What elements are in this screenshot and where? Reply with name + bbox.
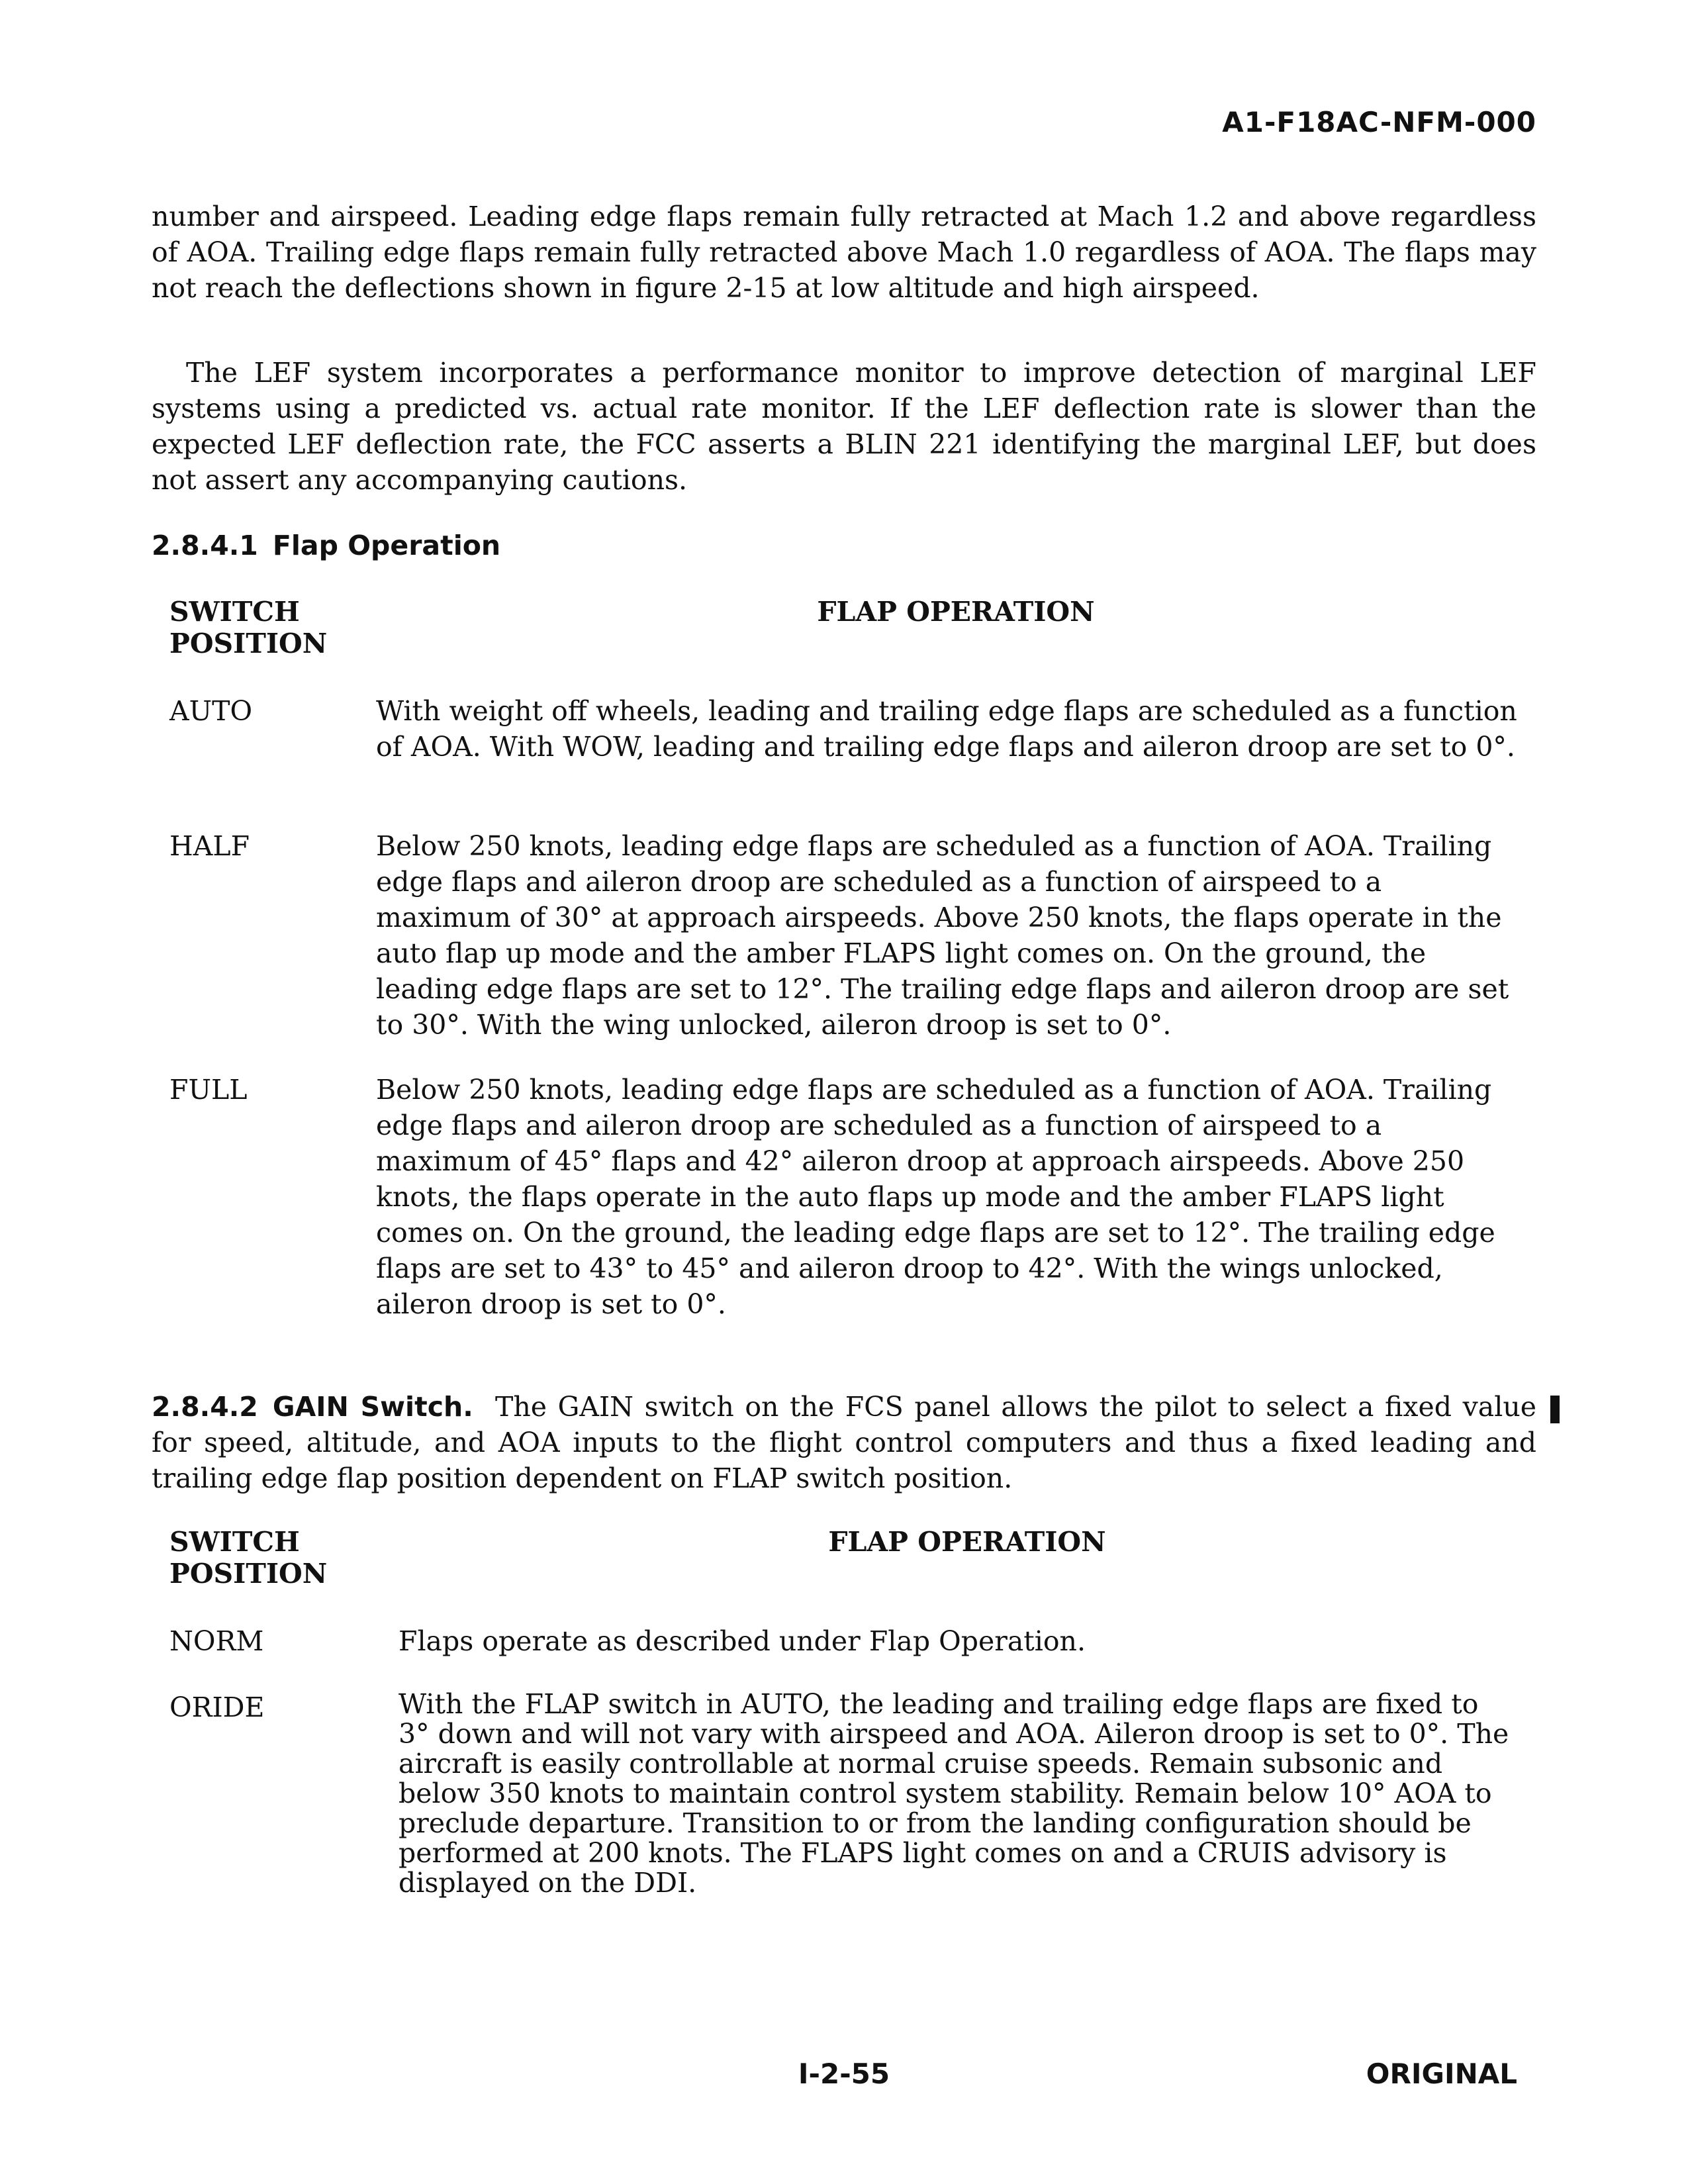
intro-paragraph-2: The LEF system incorporates a performance monitor to improve detection of marginal LEF systems using a predicted vs. actual rate monitor. If the LEF deflection rate is slower than the expected LEF deflection rate, the FCC asserts a BLIN 221 identifying the marginal LEF, but does not assert any accompanying cautions. — [152, 357, 1536, 496]
intro-paragraph-1: number and airspeed. Leading edge flaps remain fully retracted at Mach 1.2 and above regardless of AOA. Trailing edge flaps remain fully retracted above Mach 1.0 regardless of AOA. The flaps may not reach the deflections shown in figure 2-15 at low altitude and high airspeed. — [152, 201, 1536, 304]
page-number: I-2-55 — [798, 2058, 890, 2090]
section-number: 2.8.4.1 — [152, 530, 258, 561]
flap-operation-half: Below 250 knots, leading edge flaps are scheduled as a function of AOA. Trailing edge flaps and aileron droop are scheduled as a function of airspeed to a maximum of 30° at approach airspeeds. Above 250 knots, the flaps operate in the auto flap up mode and the amber FLAPS light comes on. On the ground, the leading edge flaps are set to 12°. The trailing edge flaps and aileron droop are set to 30°. With the wing unlocked, aileron droop is set to 0°. — [376, 830, 1509, 1041]
document-id: A1-F18AC-NFM-000 — [1222, 106, 1536, 138]
section-heading-flap-operation — [152, 530, 500, 561]
section-number: 2.8.4.2 — [152, 1391, 258, 1423]
gain-switch-paragraph — [152, 1389, 1536, 1496]
flap-operation-norm: Flaps operate as described under Flap Operation. — [399, 1625, 1086, 1657]
switch-position-half: HALF — [169, 830, 250, 862]
section-title: GAIN Switch. — [272, 1391, 473, 1423]
flap-operation-full: Below 250 knots, leading edge flaps are scheduled as a function of AOA. Trailing edge flaps and aileron droop are scheduled as a function of airspeed to a maximum of 45° flaps and 42° aileron droop at approach airspeeds. Above 250 knots, the flaps operate in the auto flaps up mode and the amber FLAPS light comes on. On the ground, the leading edge flaps are set to 12°. The trailing edge flaps are set to 43° to 45° and aileron droop to 42°. With the wings unlocked, aileron droop is set to 0°. — [376, 1074, 1495, 1320]
section-title: Flap Operation — [272, 530, 501, 561]
switch-position-oride: ORIDE — [169, 1691, 265, 1723]
switch-position-full: FULL — [169, 1074, 248, 1106]
column-header-flap-operation: FLAP OPERATION — [828, 1526, 1106, 1558]
flap-operation-oride: With the FLAP switch in AUTO, the leading and trailing edge flaps are fixed to 3° down and will not vary with airspeed and AOA. Aileron droop is set to 0°. The aircraft is easily controllable at normal cruise speeds. Remain subsonic and below 350 knots to maintain control system stability. Remain below 10° AOA to preclude departure. Transition to or from the landing configuration should be performed at 200 knots. The FLAPS light comes on and a CRUIS advisory is displayed on the DDI. — [399, 1688, 1509, 1899]
switch-position-norm: NORM — [169, 1625, 264, 1657]
section-heading-gain-switch — [152, 1391, 473, 1423]
column-header-switch-position: SWITCH POSITION — [169, 596, 328, 659]
column-header-flap-operation: FLAP OPERATION — [817, 596, 1095, 628]
revision-change-bar — [1550, 1396, 1560, 1423]
revision-status: ORIGINAL — [1366, 2058, 1517, 2090]
flap-operation-auto: With weight off wheels, leading and trailing edge flaps are scheduled as a function of AOA. With WOW, leading and trailing edge flaps and aileron droop are set to 0°. — [376, 695, 1517, 763]
switch-position-auto: AUTO — [169, 695, 253, 727]
column-header-switch-position: SWITCH POSITION — [169, 1526, 328, 1590]
gain-switch-text: The GAIN switch on the FCS panel allows the pilot to select a fixed value for speed, altitude, and AOA inputs to the flight control computers and thus a fixed leading and trailing edge flap position dependent on FLAP switch position. — [152, 1391, 1536, 1494]
